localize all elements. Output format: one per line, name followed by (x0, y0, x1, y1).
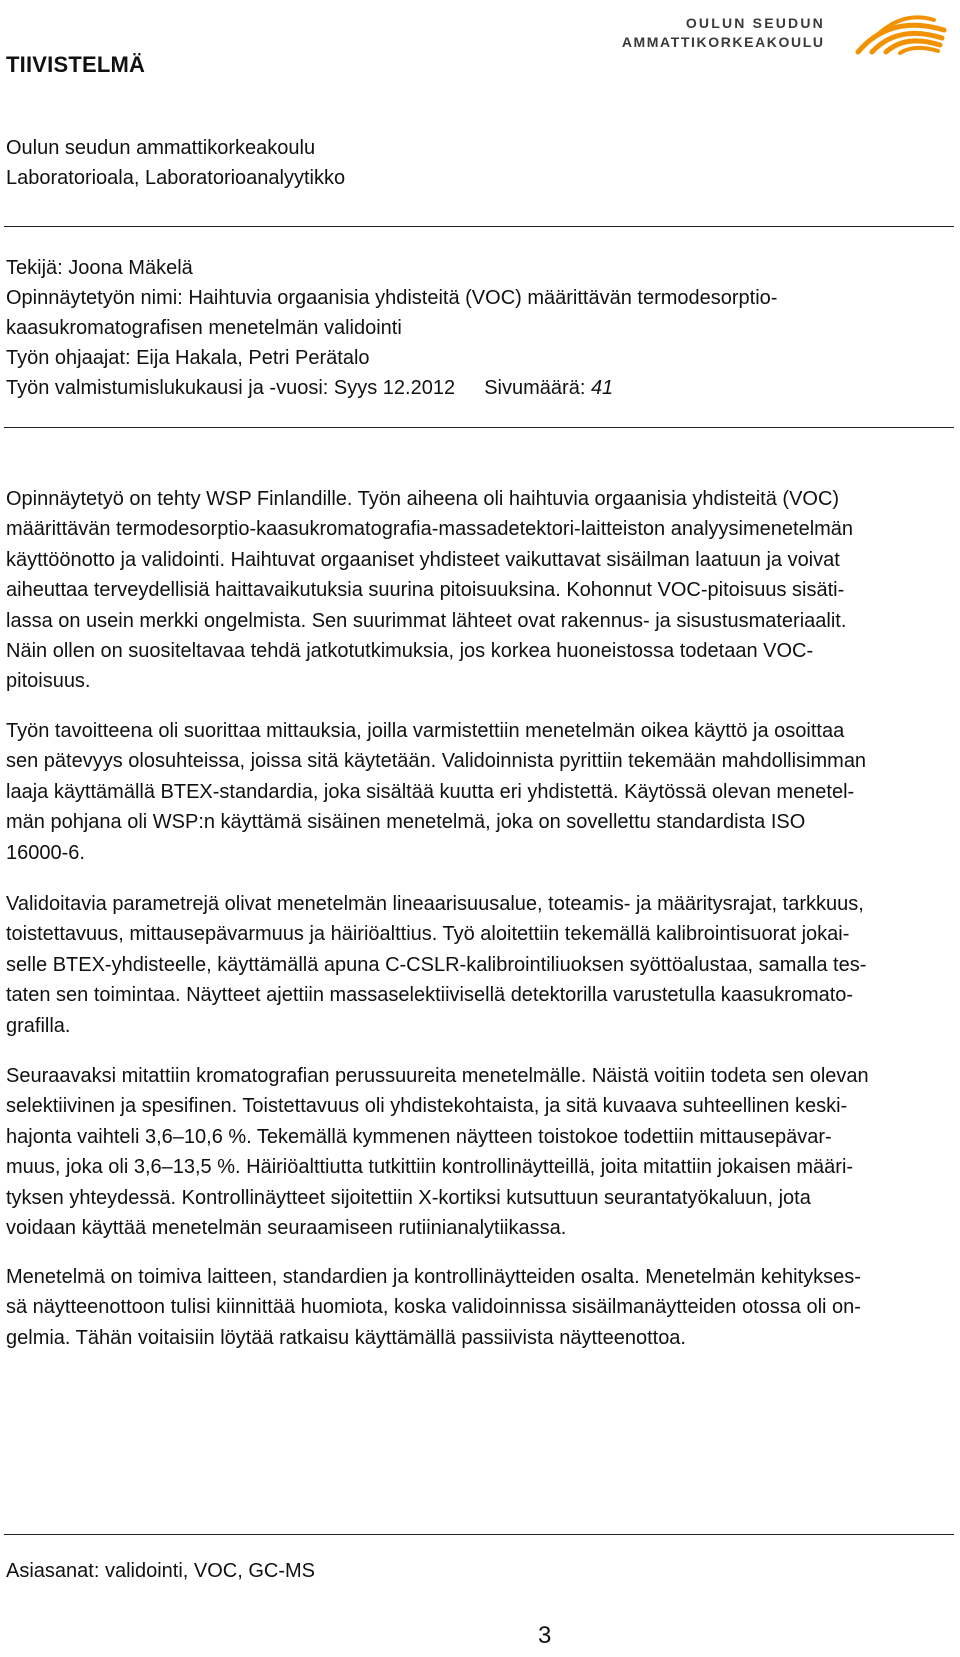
text-line: sä näytteenottoon tulisi kiinnittää huomiota, koska validoinnissa sisäilmanäytteiden otossa oli on- (6, 1296, 861, 1319)
oamk-logo (530, 8, 950, 58)
completion-date (6, 373, 613, 403)
supervisors: Työn ohjaajat: Eija Hakala, Petri Perätalo (6, 347, 370, 369)
institution-field: Laboratorioala, Laboratorioanalyytikko (6, 167, 346, 189)
text-line: lassa on usein merkki ongelmista. Sen suurimmat lähteet ovat rakennus- ja sisustusmateriaalit. (6, 609, 847, 632)
page-count-value: 41 (590, 377, 614, 399)
text-line: 16000-6. (6, 841, 85, 864)
text-line: pitoisuus. (6, 670, 91, 693)
completion-date-label: Työn valmistumislukukausi ja -vuosi: Syys 12.2012 (6, 377, 456, 399)
text-line: Validoitavia parametrejä olivat menetelmän lineaarisuusalue, toteamis- ja määritysrajat, tarkkuus, (6, 893, 864, 915)
institution-name: Oulun seudun ammattikorkeakoulu (6, 137, 316, 159)
text-line: taten sen toimintaa. Näytteet ajettiin massaselektiivisellä detektorilla varustetulla kaasukromato- (6, 984, 854, 1007)
abstract-paragraph-4 (6, 1061, 956, 1243)
thesis-title-line-2: kaasukromatografisen menetelmän validointi (6, 317, 402, 339)
oamk-swoosh-icon (850, 8, 950, 56)
logo-line-2: AMMATTIKORKEAKOULU (621, 34, 825, 50)
text-line: Näin ollen on suositeltavaa tehdä jatkotutkimuksia, jos korkea huoneistossa todetaan VOC- (6, 640, 814, 663)
abstract-paragraph-1 (6, 484, 956, 697)
text-line: toistettavuus, mittausepävarmuus ja häiriöalttius. Työ aloitettiin tekemällä kalibrointisuorat jokai- (6, 923, 850, 946)
text-line: tyksen yhteydessä. Kontrollinäytteet sijoitettiin X-kortiksi kutsuttuun seurantatyökaluun, jota (6, 1186, 811, 1209)
text-line: käyttöönotto ja validointi. Haihtuvat orgaaniset yhdisteet vaikuttavat sisäilman laatuun ja voivat (6, 548, 840, 571)
page-number: 3 (538, 1622, 552, 1649)
text-line: selle BTEX-yhdisteelle, käyttämällä apuna C-CSLR-kalibrointiliuoksen syöttöalustaa, samalla tes- (6, 953, 867, 976)
page-title: TIIVISTELMÄ (6, 52, 146, 77)
abstract-paragraph-2 (6, 716, 956, 868)
text-line: gelmia. Tähän voitaisiin löytää ratkaisu käyttämällä passiivista näytteenottoa. (6, 1326, 686, 1349)
thesis-title-line-1: Opinnäytetyön nimi: Haihtuvia orgaanisia yhdisteitä (VOC) määrittävän termodesorptio- (6, 287, 778, 309)
text-line: selektiivinen ja spesifinen. Toistettavuus oli yhdistekohtaista, ja sitä kuvaava suhteellinen keski- (6, 1095, 848, 1118)
text-line: Opinnäytetyö on tehty WSP Finlandille. Työn aiheena oli haihtuvia orgaanisia yhdisteitä (VOC) (6, 488, 840, 510)
logo-line-1: OULUN SEUDUN (685, 15, 825, 31)
text-line: Seuraavaksi mitattiin kromatografian perussuureita menetelmälle. Näistä voitiin todeta sen olevan (6, 1065, 869, 1087)
author: Tekijä: Joona Mäkelä (6, 257, 193, 279)
text-line: män pohjana oli WSP:n käyttämä sisäinen menetelmä, joka on sovellettu standardista ISO (6, 811, 806, 834)
text-line: määrittävän termodesorptio-kaasukromatografia-massadetektori-laitteiston analyysimenetelmän (6, 518, 854, 541)
text-line: aiheuttaa terveydellisiä haittavaikutuksia suurina pitoisuuksina. Kohonnut VOC-pitoisuus sisäti- (6, 579, 845, 602)
page-count-label: Sivumäärä: (484, 377, 586, 399)
divider-bottom (4, 1534, 954, 1535)
text-line: grafilla. (6, 1014, 71, 1037)
logo-text (622, 14, 825, 51)
text-line: laaja käyttämällä BTEX-standardia, joka sisältää kuutta eri yhdistettä. Käytössä olevan menetel- (6, 780, 855, 803)
abstract-paragraph-5 (6, 1262, 956, 1353)
text-line: voidaan käyttää menetelmän seuraamiseen rutiinianalytiikassa. (6, 1217, 567, 1240)
abstract-paragraph-3 (6, 889, 956, 1041)
text-line: muus, joka oli 3,6–13,5 %. Häiriöalttiutta tutkittiin kontrollinäytteillä, joita mitattiin jokaisen määri- (6, 1156, 854, 1179)
text-line: hajonta vaihteli 3,6–10,6 %. Tekemällä kymmenen näytteen toistokoe todettiin mittausepävar- (6, 1125, 832, 1148)
text-line: Työn tavoitteena oli suorittaa mittauksia, joilla varmistettiin menetelmän oikea käyttö ja osoittaa (6, 720, 845, 742)
divider-meta (4, 427, 954, 428)
divider-top (4, 226, 954, 227)
text-line: Menetelmä on toimiva laitteen, standardien ja kontrollinäytteiden osalta. Menetelmän kehitykses- (6, 1266, 861, 1288)
text-line: sen pätevyys olosuhteissa, joissa sitä käytetään. Validoinnista pyrittiin tekemään mahdollisimman (6, 750, 867, 773)
keywords: Asiasanat: validointi, VOC, GC-MS (6, 1560, 315, 1582)
